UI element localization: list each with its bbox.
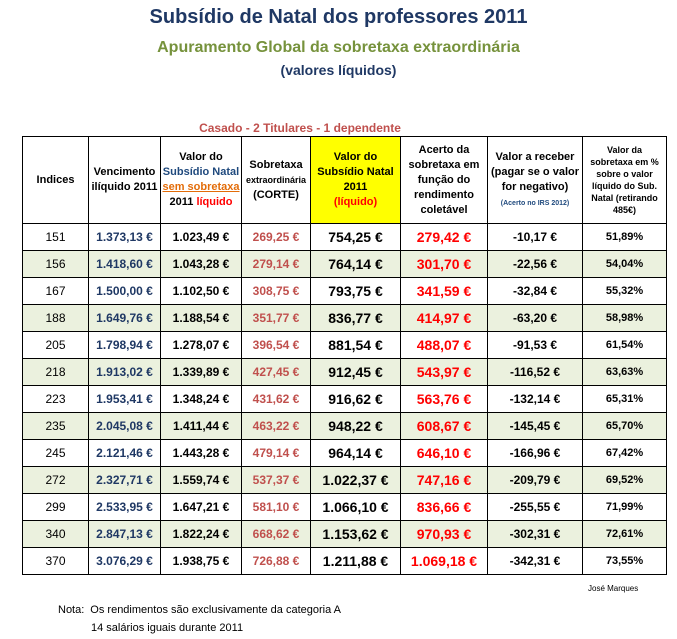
table-caption: Casado - 2 Titulares - 1 dependente (199, 121, 401, 135)
cell-valor-receber: -166,96 € (488, 440, 583, 467)
cell-valor-sem-sobretaxa: 1.443,28 € (161, 440, 242, 467)
cell-acerto: 747,16 € (401, 467, 488, 494)
page-subtitle: Apuramento Global da sobretaxa extraordinária (157, 39, 520, 56)
cell-acerto: 646,10 € (401, 440, 488, 467)
cell-acerto: 414,97 € (401, 305, 488, 332)
cell-valor-receber: -63,20 € (488, 305, 583, 332)
header-valor-receber: Valor a receber (pagar se o valor for negativo) (Acerto no IRS 2012) (488, 137, 583, 224)
cell-valor-liquido: 912,45 € (311, 359, 401, 386)
cell-valor-liquido: 1.211,88 € (311, 548, 401, 575)
cell-acerto: 279,42 € (401, 224, 488, 251)
cell-indice: 167 (23, 278, 89, 305)
table-row (23, 224, 667, 251)
cell-indice: 370 (23, 548, 89, 575)
cell-valor-liquido: 754,25 € (311, 224, 401, 251)
cell-percentagem: 67,42% (583, 440, 667, 467)
cell-valor-liquido: 1.153,62 € (311, 521, 401, 548)
header-acerto: Acerto da sobretaxa em função do rendimento coletável (401, 137, 488, 224)
cell-vencimento: 1.373,13 € (89, 224, 161, 251)
cell-valor-sem-sobretaxa: 1.348,24 € (161, 386, 242, 413)
author-credit: José Marques (588, 584, 639, 593)
cell-valor-sem-sobretaxa: 1.102,50 € (161, 278, 242, 305)
cell-percentagem: 61,54% (583, 332, 667, 359)
cell-sobretaxa: 279,14 € (242, 251, 311, 278)
cell-sobretaxa: 308,75 € (242, 278, 311, 305)
cell-indice: 218 (23, 359, 89, 386)
cell-indice: 151 (23, 224, 89, 251)
cell-acerto: 608,67 € (401, 413, 488, 440)
cell-valor-liquido: 916,62 € (311, 386, 401, 413)
table-row (23, 440, 667, 467)
cell-valor-sem-sobretaxa: 1.822,24 € (161, 521, 242, 548)
cell-valor-receber: -10,17 € (488, 224, 583, 251)
cell-indice: 223 (23, 386, 89, 413)
cell-vencimento: 2.327,71 € (89, 467, 161, 494)
header-indices: Indices (23, 137, 89, 224)
cell-vencimento: 1.418,60 € (89, 251, 161, 278)
cell-sobretaxa: 463,22 € (242, 413, 311, 440)
header-percentagem: Valor da sobretaxa em % sobre o valor líquido do Sub. Natal (retirando 485€) (583, 137, 667, 224)
cell-acerto: 1.069,18 € (401, 548, 488, 575)
cell-sobretaxa: 269,25 € (242, 224, 311, 251)
cell-indice: 299 (23, 494, 89, 521)
cell-sobretaxa: 431,62 € (242, 386, 311, 413)
table-row (23, 251, 667, 278)
cell-sobretaxa: 668,62 € (242, 521, 311, 548)
cell-indice: 272 (23, 467, 89, 494)
cell-sobretaxa: 427,45 € (242, 359, 311, 386)
cell-valor-sem-sobretaxa: 1.278,07 € (161, 332, 242, 359)
cell-percentagem: 72,61% (583, 521, 667, 548)
cell-valor-receber: -255,55 € (488, 494, 583, 521)
cell-valor-receber: -22,56 € (488, 251, 583, 278)
cell-valor-liquido: 793,75 € (311, 278, 401, 305)
cell-valor-receber: -116,52 € (488, 359, 583, 386)
cell-acerto: 836,66 € (401, 494, 488, 521)
cell-acerto: 543,97 € (401, 359, 488, 386)
page-subtitle-values: (valores líquidos) (280, 62, 397, 78)
header-valor-sem-sobretaxa: Valor do Subsídio Natal sem sobretaxa 2011 líquido (161, 137, 242, 224)
cell-percentagem: 54,04% (583, 251, 667, 278)
header-valor-liquido: Valor do Subsídio Natal 2011 (líquido) (311, 137, 401, 224)
table-row (23, 467, 667, 494)
cell-sobretaxa: 351,77 € (242, 305, 311, 332)
cell-valor-receber: -342,31 € (488, 548, 583, 575)
cell-valor-sem-sobretaxa: 1.559,74 € (161, 467, 242, 494)
cell-indice: 156 (23, 251, 89, 278)
cell-vencimento: 1.649,76 € (89, 305, 161, 332)
cell-valor-sem-sobretaxa: 1.188,54 € (161, 305, 242, 332)
table-row (23, 548, 667, 575)
cell-acerto: 301,70 € (401, 251, 488, 278)
cell-valor-receber: -91,53 € (488, 332, 583, 359)
note-line-2: 14 salários iguais durante 2011 (91, 622, 244, 634)
cell-indice: 188 (23, 305, 89, 332)
note-label: Nota: (58, 604, 85, 616)
table-body (23, 224, 667, 575)
cell-valor-sem-sobretaxa: 1.938,75 € (161, 548, 242, 575)
table-row (23, 278, 667, 305)
header-vencimento: Vencimento ilíquido 2011 (89, 137, 161, 224)
cell-vencimento: 2.847,13 € (89, 521, 161, 548)
note-text-1: Os rendimentos são exclusivamente da categoria A (90, 604, 341, 616)
cell-percentagem: 65,31% (583, 386, 667, 413)
cell-indice: 205 (23, 332, 89, 359)
cell-valor-receber: -302,31 € (488, 521, 583, 548)
cell-valor-liquido: 948,22 € (311, 413, 401, 440)
page-title: Subsídio de Natal dos professores 2011 (149, 6, 528, 28)
cell-valor-liquido: 764,14 € (311, 251, 401, 278)
table-row (23, 521, 667, 548)
table-row (23, 386, 667, 413)
table-row (23, 332, 667, 359)
cell-vencimento: 2.121,46 € (89, 440, 161, 467)
cell-valor-sem-sobretaxa: 1.043,28 € (161, 251, 242, 278)
cell-percentagem: 63,63% (583, 359, 667, 386)
cell-valor-receber: -132,14 € (488, 386, 583, 413)
cell-valor-receber: -32,84 € (488, 278, 583, 305)
cell-acerto: 488,07 € (401, 332, 488, 359)
cell-valor-liquido: 881,54 € (311, 332, 401, 359)
cell-valor-sem-sobretaxa: 1.023,49 € (161, 224, 242, 251)
cell-vencimento: 1.913,02 € (89, 359, 161, 386)
cell-valor-sem-sobretaxa: 1.339,89 € (161, 359, 242, 386)
cell-valor-liquido: 1.066,10 € (311, 494, 401, 521)
cell-sobretaxa: 537,37 € (242, 467, 311, 494)
subsidy-table (22, 136, 667, 575)
cell-percentagem: 51,89% (583, 224, 667, 251)
cell-percentagem: 65,70% (583, 413, 667, 440)
cell-vencimento: 1.500,00 € (89, 278, 161, 305)
cell-acerto: 341,59 € (401, 278, 488, 305)
cell-sobretaxa: 581,10 € (242, 494, 311, 521)
cell-indice: 340 (23, 521, 89, 548)
cell-percentagem: 73,55% (583, 548, 667, 575)
cell-valor-liquido: 964,14 € (311, 440, 401, 467)
table-header-row (23, 137, 667, 224)
cell-percentagem: 55,32% (583, 278, 667, 305)
cell-sobretaxa: 726,88 € (242, 548, 311, 575)
cell-vencimento: 2.533,95 € (89, 494, 161, 521)
table-row (23, 494, 667, 521)
cell-acerto: 970,93 € (401, 521, 488, 548)
cell-indice: 245 (23, 440, 89, 467)
table-row (23, 413, 667, 440)
cell-valor-receber: -145,45 € (488, 413, 583, 440)
cell-indice: 235 (23, 413, 89, 440)
cell-acerto: 563,76 € (401, 386, 488, 413)
cell-percentagem: 71,99% (583, 494, 667, 521)
cell-valor-sem-sobretaxa: 1.411,44 € (161, 413, 242, 440)
cell-valor-liquido: 836,77 € (311, 305, 401, 332)
table-row (23, 359, 667, 386)
note-line-1 (58, 604, 341, 616)
cell-vencimento: 1.953,41 € (89, 386, 161, 413)
cell-valor-liquido: 1.022,37 € (311, 467, 401, 494)
cell-vencimento: 3.076,29 € (89, 548, 161, 575)
cell-valor-receber: -209,79 € (488, 467, 583, 494)
header-sobretaxa: Sobretaxa extraordinária (CORTE) (242, 137, 311, 224)
cell-percentagem: 58,98% (583, 305, 667, 332)
cell-percentagem: 69,52% (583, 467, 667, 494)
cell-valor-sem-sobretaxa: 1.647,21 € (161, 494, 242, 521)
cell-sobretaxa: 479,14 € (242, 440, 311, 467)
cell-vencimento: 2.045,08 € (89, 413, 161, 440)
table-row (23, 305, 667, 332)
cell-sobretaxa: 396,54 € (242, 332, 311, 359)
cell-vencimento: 1.798,94 € (89, 332, 161, 359)
